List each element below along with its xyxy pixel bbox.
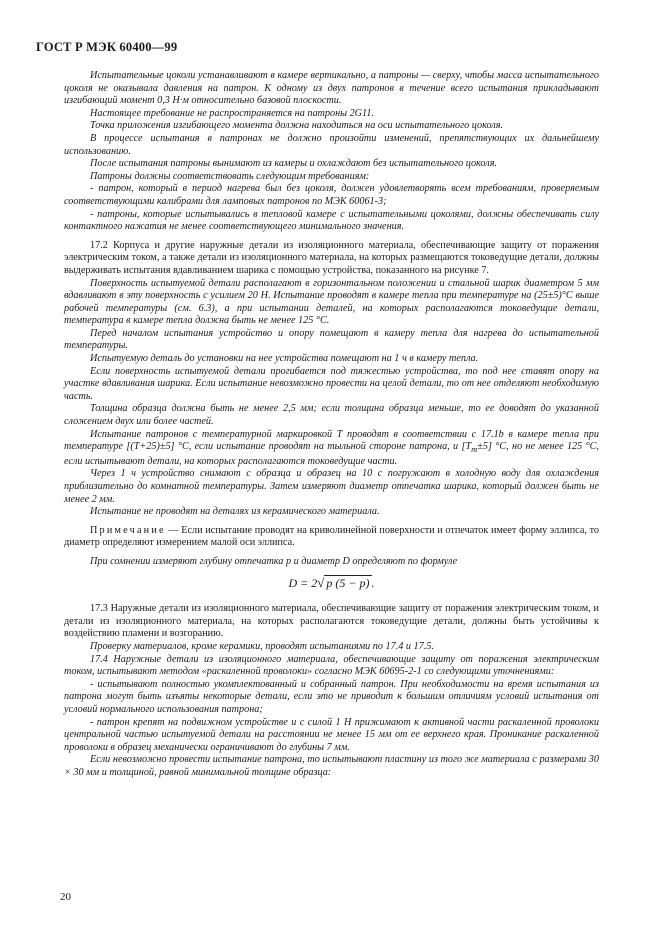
text-fragment: ±5] °С, но не менее 125 °С, если испытывают детали, на которых располагаются токоведущие части. xyxy=(64,441,599,467)
formula-lhs: D = 2 xyxy=(288,575,318,590)
list-item: - испытывают полностью укомплектованный и собранный патрон. При необходимости на время испытания из патрона могут быть изъяты некоторые детали, если это не приводит к большим отличиям условий испытания от условий нормального использования патрона; xyxy=(64,678,599,715)
formula-radicand: p (5 − p) xyxy=(326,575,370,590)
paragraph: При сомнении измеряют глубину отпечатка p и диаметр D определяют по формуле xyxy=(90,556,458,567)
paragraph: После испытания патроны вынимают из камеры и охлаждают без испытательного цоколя. xyxy=(90,158,497,170)
note xyxy=(64,525,599,550)
paragraph: Настоящее требование не распространяется на патроны 2G11. xyxy=(90,107,375,119)
subscript: m xyxy=(471,444,478,455)
list-item: - патроны, которые испытывались в тепловой камере с испытательными цоколями, должны обеспечивать силу контактного нажатия не менее соответствующего минимального значения. xyxy=(64,208,599,233)
section-17-2: 17.2 Корпуса и другие наружные детали из изоляционного материала, обеспечивающие защиту от поражения электрическим током, а также детали из изоляционного материала, на которых размещаются токоведущие детали, должны выдерживать испытания вдавливанием шарика с помощью устройства, показанного на рисунке 7. xyxy=(64,239,599,276)
paragraph: Поверхность испытуемой детали располагают в горизонтальном положении и стальной шарик диаметром 5 мм вдавливают в эту поверхность с усилием 20 Н. Испытание проводят в камере тепла при температуре на (25±5)°С выше рабочей температуры (см. 6.3), а при испытании деталей, на которых располагаются токоведущие детали, температура в камере тепла должна быть не менее 125 °С. xyxy=(64,277,599,327)
list-item: - патрон крепят на подвижном устройстве и с силой 1 Н прижимают к активной части раскаленной проволоки центральной частью испытуемой детали на расстоянии не менее 15 мм от ее верхнего края. Проникание раскаленной проволоки в образец механически ограничивают до глубины 7 мм. xyxy=(64,716,599,753)
note-text: — Если испытание проводят на криволинейной поверхности и отпечаток имеет форму эллипса, то диаметр определяют измерением малой оси эллипса. xyxy=(64,524,599,549)
list-item: - патрон, который в период нагрева был без цоколя, должен удовлетворять всем требованиям, проверяемым соответствующими калибрами для ламповых патронов по МЭК 60061-3; xyxy=(64,183,599,207)
page-number: 20 xyxy=(60,891,71,903)
document-body xyxy=(64,70,599,780)
paragraph: Точка приложения изгибающего момента должна находиться на оси испытательного цоколя. xyxy=(90,120,504,132)
formula xyxy=(64,574,599,590)
text-fragment: Испытание патронов с температурной маркировкой Т проводят в соответствии с 17.1b в камере тепла при температуре [(Т+25)±5] °С, если испытание проводят на тыльной стороне патрона, и [Т xyxy=(64,428,599,453)
paragraph: Испытание не проводят на деталях из керамического материала. xyxy=(90,506,380,518)
paragraph: Испытательные цоколи устанавливают в камере вертикально, а патроны — сверху, чтобы масса испытательного цоколя не оказывала давления на патрон. К одному из двух патронов в течение всего испытания прикладывают изгибающий момент 0,3 Н·м относительно базовой плоскости. xyxy=(64,70,599,107)
paragraph: Испытуемую деталь до установки на нее устройства помещают на 1 ч в камеру тепла. xyxy=(90,353,479,365)
paragraph: Если невозможно провести испытание патрона, то испытывают пластину из того же материала с размерами 30 × 30 мм и толщиной, равной минимальной толщине образца: xyxy=(64,754,599,778)
paragraph: Перед началом испытания устройство и опору помещают в камеру тепла для нагрева до испытательной температуры. xyxy=(64,327,599,352)
paragraph: Если поверхность испытуемой детали прогибается под тяжестью устройства, то под нее ставят опору на участке вдавливания шарика. Если испытание невозможно провести на целой детали, то от нее отделяют необходимую часть. xyxy=(64,365,599,402)
paragraph: В процессе испытания в патронах не должно произойти изменений, препятствующих их дальнейшему использованию. xyxy=(64,132,599,157)
paragraph: Толщина образца должна быть не менее 2,5 мм; если толщина образца меньше, то ее доводят до указанной сложением двух или более частей. xyxy=(64,403,599,428)
sqrt-sign: √ xyxy=(317,574,325,590)
section-17-4: 17.4 Наружные детали из изоляционного материала, обеспечивающие защиту от поражения электрическим током, испытывают методом «раскаленной проволоки» согласно МЭК 60695-2-1 со следующими уточнениями: xyxy=(64,653,599,678)
note-label: Примечание xyxy=(90,524,166,536)
document-header: ГОСТ Р МЭК 60400—99 xyxy=(36,40,178,54)
paragraph: Патроны должны соответствовать следующим требованиям: xyxy=(90,170,370,182)
formula-end: . xyxy=(371,575,375,590)
section-17-3: 17.3 Наружные детали из изоляционного материала, обеспечивающие защиту от поражения электрическим током, и детали из изоляционного материала, на которых располагаются токоведущие детали, должны быть устойчивы к воздействию пламени и возгоранию. xyxy=(64,603,599,640)
paragraph xyxy=(64,429,599,469)
paragraph: Через 1 ч устройство снимают с образца и образец на 10 с погружают в холодную воду для охлаждения приблизительно до комнатной температуры. Затем измеряют диаметр отпечатка шарика, который должен быть не менее 2 мм. xyxy=(64,468,599,505)
paragraph: Проверку материалов, кроме керамики, проводят испытаниями по 17.4 и 17.5. xyxy=(90,640,434,652)
